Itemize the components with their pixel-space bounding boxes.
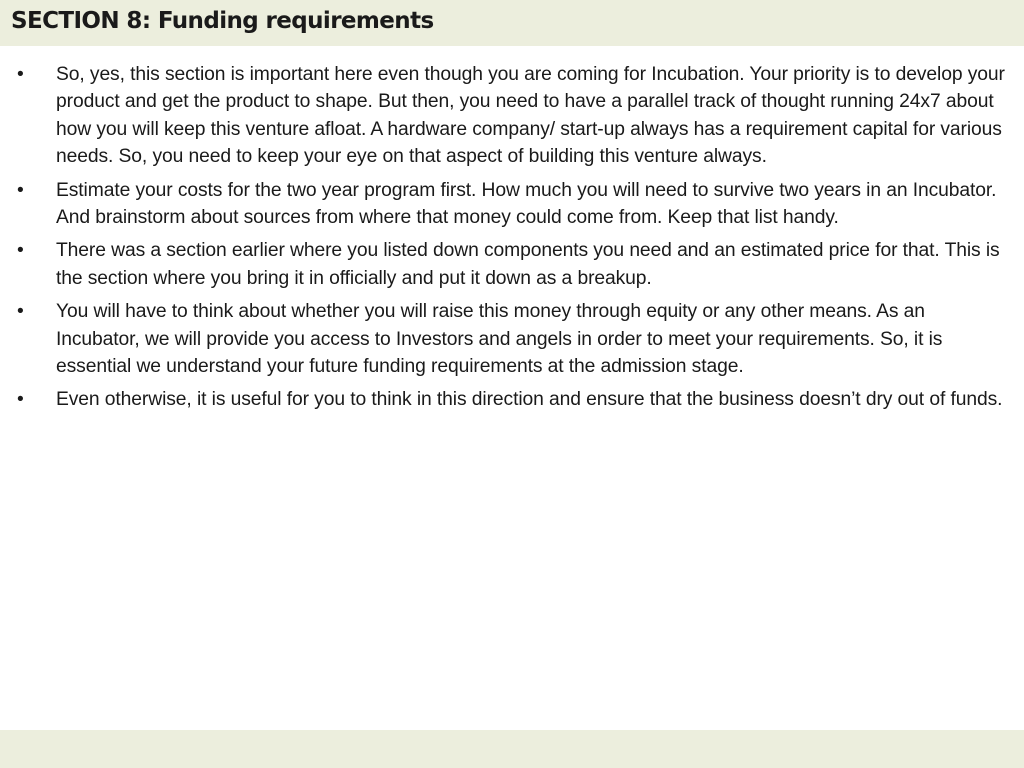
bullet-marker: • <box>17 389 24 411</box>
title-bar <box>0 0 1024 46</box>
bullet-item <box>0 298 1024 380</box>
bullet-text: So, yes, this section is important here even though you are coming for Incubation. Your priority is to develop your product and get the product to shape. But then, you need to have a parallel track of thought running 24x7 about how you will keep this venture afloat. A hardware company/ start-up always has a requirement capital for various needs. So, you need to keep your eye on that aspect of building this venture always. <box>56 64 1005 168</box>
bullet-list <box>0 61 1024 420</box>
bullet-text: There was a section earlier where you listed down components you need and an estimated price for that. This is the section where you bring it in officially and put it down as a breakup. <box>56 240 1000 289</box>
bullet-item <box>0 237 1024 292</box>
bullet-marker: • <box>17 64 24 85</box>
bullet-text: You will have to think about whether you will raise this money through equity or any other means. As an Incubator, we will provide you access to Investors and angels in order to meet your requirements. So, it is essential we understand your future funding requirements at the admission stage. <box>56 301 943 378</box>
bullet-text: Even otherwise, it is useful for you to think in this direction and ensure that the business doesn’t dry out of funds. <box>56 389 1003 411</box>
bullet-marker: • <box>17 301 24 323</box>
slide-title: SECTION 8: Funding requirements <box>11 8 434 34</box>
footer-bar <box>0 730 1024 768</box>
bullet-item <box>0 177 1024 232</box>
bullet-marker: • <box>17 179 24 201</box>
bullet-marker: • <box>17 240 24 262</box>
bullet-text: Estimate your costs for the two year program first. How much you will need to survive two years in an Incubator. And brainstorm about sources from where that money could come from. Keep that list handy. <box>56 179 997 229</box>
bullet-item <box>0 61 1024 171</box>
bullet-item <box>0 386 1024 413</box>
